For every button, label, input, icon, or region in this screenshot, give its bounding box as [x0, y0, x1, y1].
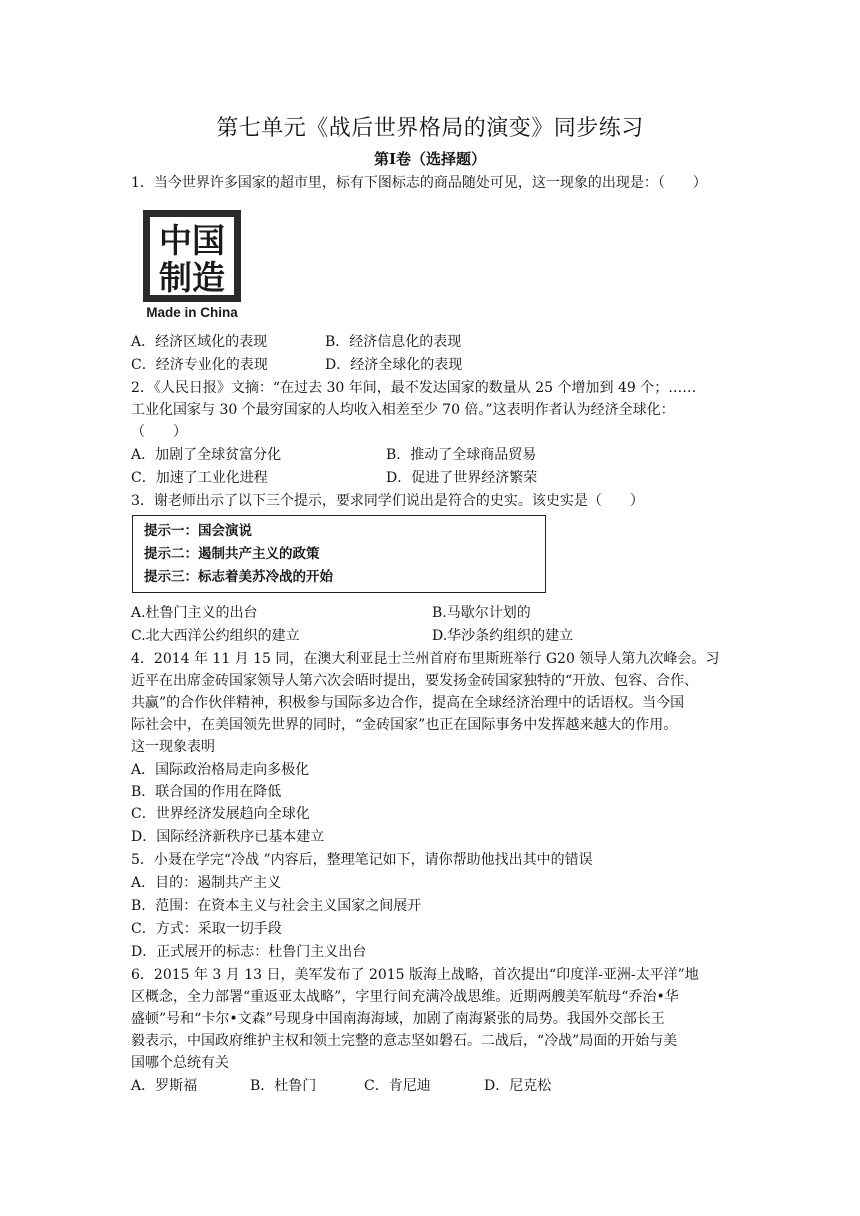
q6-option-a: A．罗斯福 [131, 1078, 198, 1094]
question-6-stem-line3: 盛顿”号和“卡尔•文森”号现身中国南海海域，加剧了南海紧张的局势。我国外交部长王 [131, 1011, 665, 1027]
q2-option-a: A．加剧了全球贫富分化 [131, 447, 282, 463]
question-4-stem-line4: 际社会中，在美国领先世界的同时，“金砖国家”也正在国际事务中发挥越来越大的作用。 [131, 717, 678, 733]
q2-option-b: B．推动了全球商品贸易 [386, 447, 537, 463]
hint-1: 提示一：国会演说 [144, 523, 252, 539]
q3-option-b: B.马歇尔计划的 [432, 605, 531, 621]
q6-option-d: D．尼克松 [484, 1078, 552, 1094]
q3-option-d: D.华沙条约组织的建立 [432, 628, 574, 644]
made-in-china-logo [140, 208, 244, 320]
q3-option-c: C.北大西洋公约组织的建立 [131, 628, 300, 644]
q2-option-d: D．促进了世界经济繁荣 [386, 470, 538, 486]
question-6-stem-line4: 毅表示，中国政府维护主权和领土完整的意志坚如磐石。二战后，“冷战”局面的开始与美 [131, 1033, 678, 1049]
logo-line1: 中国 [159, 221, 225, 260]
question-6-stem-line1: 6．2015 年 3 月 13 日，美军发布了 2015 版海上战略，首次提出“印度洋-亚洲-太平洋”地 [131, 967, 699, 983]
question-3-stem: 3．谢老师出示了以下三个提示，要求同学们说出是符合的史实。该史实是（ ） [131, 493, 644, 509]
question-2-stem-line1: 2．《人民日报》文摘：“在过去 30 年间，最不发达国家的数量从 25 个增加到 49 个；…… [131, 380, 697, 396]
q1-option-d: D．经济全球化的表现 [325, 357, 463, 373]
q6-option-b: B．杜鲁门 [250, 1078, 317, 1094]
question-5-stem: 5．小聂在学完“冷战 ”内容后，整理笔记如下，请你帮助他找出其中的错误 [131, 852, 593, 868]
q4-option-c: C．世界经济发展趋向全球化 [131, 806, 310, 822]
question-2-stem-line3: （ ） [131, 424, 187, 440]
question-4-stem-line2: 近平在出席金砖国家领导人第六次会晤时提出，要发扬金砖国家独特的“开放、包容、合作、 [131, 673, 699, 689]
section-title: 第Ⅰ卷（选择题） [373, 150, 487, 168]
hint-box [132, 515, 546, 593]
page-title: 第七单元《战后世界格局的演变》同步练习 [216, 116, 644, 141]
q4-option-d: D．国际经济新秩序已基本建立 [131, 829, 325, 845]
q2-option-c: C．加速了工业化进程 [131, 470, 268, 486]
q5-option-d: D．正式展开的标志：杜鲁门主义出台 [131, 944, 367, 960]
q5-option-c: C．方式：采取一切手段 [131, 921, 282, 937]
q5-option-a: A．目的：遏制共产主义 [131, 875, 282, 891]
question-2-stem-line2: 工业化国家与 30 个最穷国家的人均收入相差至少 70 倍。”这表明作者认为经济全球化： [131, 402, 675, 418]
question-4-stem-line5: 这一现象表明 [131, 739, 215, 755]
question-6-stem-line2: 区概念，全力部署“重返亚太战略”，字里行间充满冷战思维。近期两艘美军航母“乔治•华 [131, 989, 679, 1005]
hint-3: 提示三：标志着美苏冷战的开始 [144, 569, 333, 585]
question-6-stem-line5: 国哪个总统有关 [131, 1055, 229, 1071]
q3-option-a: A.杜鲁门主义的出台 [131, 605, 258, 621]
q1-option-c: C．经济专业化的表现 [131, 357, 268, 373]
question-1-stem: 1．当今世界许多国家的超市里，标有下图标志的商品随处可见，这一现象的出现是：（ ） [131, 175, 707, 191]
logo-caption: Made in China [146, 305, 238, 320]
q4-option-a: A．国际政治格局走向多极化 [131, 762, 310, 778]
question-4-stem-line1: 4．2014 年 11 月 15 同，在澳大利亚昆士兰州首府布里斯班举行 G20 领导人第九次峰会。习 [131, 651, 720, 667]
hint-2: 提示二：遏制共产主义的政策 [144, 546, 320, 562]
q6-option-c: C．肯尼迪 [364, 1078, 431, 1094]
logo-line2: 制造 [159, 258, 225, 297]
question-4-stem-line3: 共赢”的合作伙伴精神，积极参与国际多边合作，提高在全球经济治理中的话语权。当今国 [131, 695, 685, 711]
q4-option-b: B．联合国的作用在降低 [131, 784, 282, 800]
q1-option-a: A．经济区域化的表现 [131, 334, 268, 350]
q1-option-b: B．经济信息化的表现 [325, 334, 462, 350]
q5-option-b: B．范围：在资本主义与社会主义国家之间展开 [131, 898, 422, 914]
